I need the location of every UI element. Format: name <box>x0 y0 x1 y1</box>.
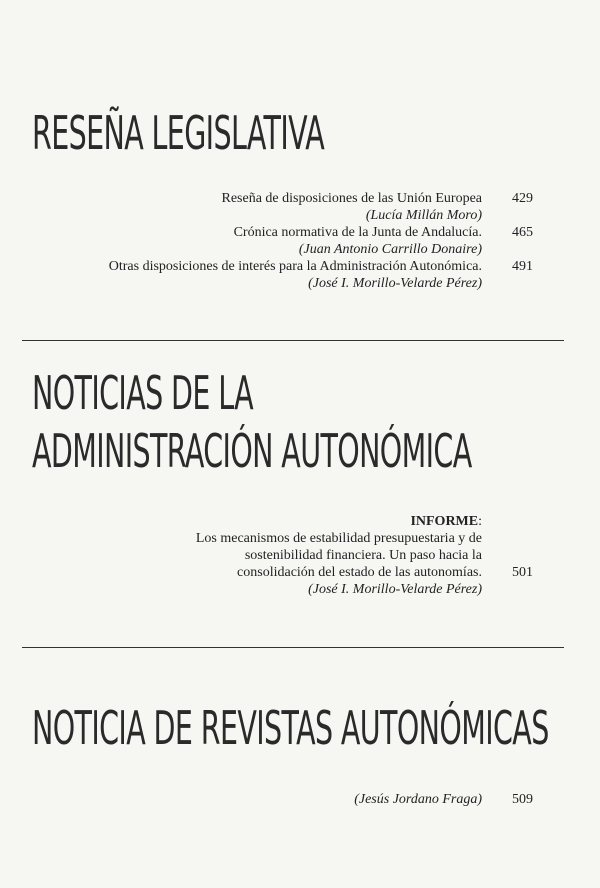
toc-entry[interactable] <box>109 258 482 292</box>
toc-entry[interactable] <box>196 530 482 598</box>
section-divider <box>22 647 564 648</box>
toc-page-number: 465 <box>512 225 533 240</box>
toc-entry-author: (José I. Morillo-Velarde Pérez) <box>308 276 482 291</box>
toc-page-number: 429 <box>512 191 533 206</box>
toc-entry-title-line: sostenibilidad financiera. Un paso hacia la <box>244 548 482 563</box>
toc-entry[interactable] <box>354 791 482 808</box>
section-title-noticias-line2: ADMINISTRACIÓN AUTONÓMICA <box>32 424 472 478</box>
section-title-noticia-revistas: NOTICIA DE REVISTAS AUTONÓMICAS <box>32 701 549 755</box>
toc-entry[interactable] <box>234 224 482 258</box>
informe-label <box>410 513 482 530</box>
toc-page-number: 501 <box>512 565 533 580</box>
section-title-resena-legislativa: RESEÑA LEGISLATIVA <box>32 106 325 160</box>
toc-entry-author: (José I. Morillo-Velarde Pérez) <box>308 582 482 597</box>
toc-entry-title: Otras disposiciones de interés para la Administración Autonómica. <box>108 259 482 274</box>
toc-entry-author: (Juan Antonio Carrillo Donaire) <box>298 242 482 257</box>
toc-entry-title: Reseña de disposiciones de las Unión Europea <box>221 191 482 206</box>
section-divider <box>22 340 564 341</box>
section-title-noticias-line1: NOTICIAS DE LA <box>32 366 254 420</box>
toc-entry[interactable] <box>222 190 483 224</box>
informe-label-colon: : <box>478 514 482 529</box>
toc-entry-title: Crónica normativa de la Junta de Andalucía. <box>233 225 482 240</box>
toc-page-number: 509 <box>512 792 533 807</box>
toc-entry-title-line: consolidación del estado de las autonomías. <box>237 565 482 580</box>
toc-entry-title-line: Los mecanismos de estabilidad presupuestaria y de <box>195 531 482 546</box>
toc-page-number: 491 <box>512 259 533 274</box>
toc-entry-author: (Jesús Jordano Fraga) <box>354 792 482 807</box>
toc-entry-author: (Lucía Millán Moro) <box>365 208 482 223</box>
informe-label-text: INFORME <box>410 514 479 529</box>
